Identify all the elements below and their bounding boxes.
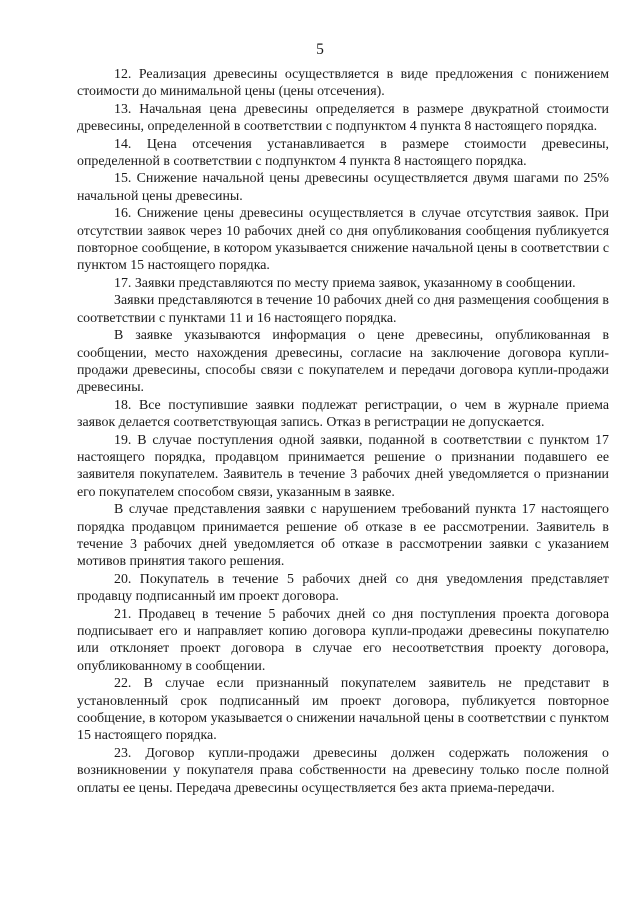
document-body [77, 66, 609, 797]
paragraph-14: 14. Цена отсечения устанавливается в размере стоимости древесины, определенной в соответствии с подпунктом 4 пункта 8 настоящего порядка. [77, 136, 609, 170]
paragraph-22: 22. В случае если признанный покупателем заявитель не представит в установленный срок подписанный им проект договора, публикуется повторное сообщение, в котором указывается о снижении начальной цены в соответствии с пунктом 15 настоящего порядка. [77, 676, 609, 744]
paragraph-19-rejection: В случае представления заявки с нарушением требований пункта 17 настоящего порядка продавцом принимается решение об отказе в ее рассмотрении. Заявитель в течение 3 рабочих дней уведомляется об отказе в рассмотрении заявки с указанием мотивов принятия такого решения. [77, 502, 609, 570]
paragraph-23: 23. Договор купли-продажи древесины должен содержать положения о возникновении у покупателя права собственности на древесину только после полной оплаты ее цены. Передача древесины осуществляется без акта приема-передачи. [77, 745, 609, 796]
paragraph-13: 13. Начальная цена древесины определяется в размере двукратной стоимости древесины, определенной в соответствии с подпунктом 4 пункта 8 настоящего порядка. [77, 101, 609, 135]
paragraph-20: 20. Покупатель в течение 5 рабочих дней со дня уведомления представляет продавцу подписанный им проект договора. [77, 571, 609, 605]
paragraph-17-submission-period: Заявки представляются в течение 10 рабочих дней со дня размещения сообщения в соответствии с пунктами 11 и 16 настоящего порядка. [77, 293, 609, 326]
paragraph-18: 18. Все поступившие заявки подлежат регистрации, о чем в журнале приема заявок делается соответствующая запись. Отказ в регистрации не допускается. [77, 397, 609, 431]
paragraph-17-application-contents: В заявке указываются информация о цене древесины, опубликованная в сообщении, место нахождения древесины, согласие на заключение договора купли-продажи древесины, способы связи с покупателем и передачи договора купли-продажи древесины. [77, 328, 609, 396]
paragraph-15: 15. Снижение начальной цены древесины осуществляется двумя шагами по 25% начальной цены древесины. [77, 171, 609, 204]
paragraph-16: 16. Снижение цены древесины осуществляется в случае отсутствия заявок. При отсутствии заявок через 10 рабочих дней со дня опубликования сообщения публикуется повторное сообщение, в котором указывается снижение начальной цены в соответствии с пунктом 15 настоящего порядка. [77, 206, 609, 274]
paragraph-12: 12. Реализация древесины осуществляется в виде предложения с понижением стоимости до минимальной цены (цены отсечения). [77, 67, 609, 100]
paragraph-17: 17. Заявки представляются по месту приема заявок, указанному в сообщении. [114, 275, 576, 291]
page-number: 5 [316, 41, 324, 58]
paragraph-19: 19. В случае поступления одной заявки, поданной в соответствии с пунктом 17 настоящего порядка, продавцом принимается решение о признании подавшего ее заявителя покупателем. Заявитель в течение 3 рабочих дней уведомляется о признании его покупателем способом связи, указанным в заявке. [77, 432, 609, 500]
paragraph-21: 21. Продавец в течение 5 рабочих дней со дня поступления проекта договора подписывает его и направляет копию договора купли-продажи древесины покупателю или отклоняет проект договора в случае его несоответствия проекту договора, опубликованному в сообщении. [77, 606, 609, 674]
